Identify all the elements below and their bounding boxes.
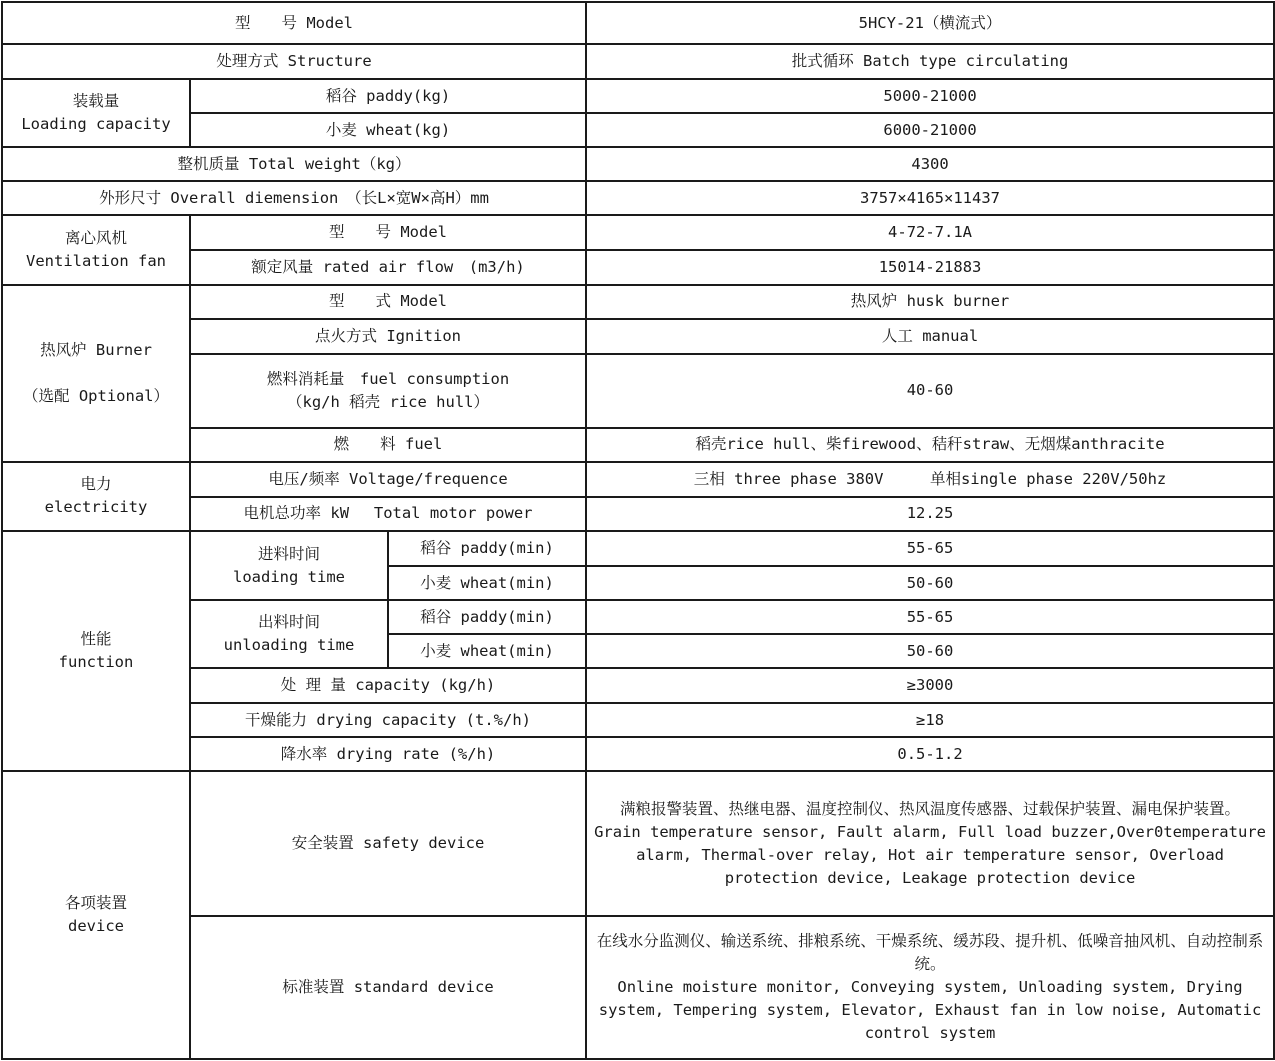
loading-time-paddy-value: 55-65 — [586, 531, 1274, 566]
loading-time-wheat-value: 50-60 — [586, 566, 1274, 600]
row-electricity-power — [2, 497, 1274, 531]
safety-device-value-cn: 满粮报警装置、热继电器、温度控制仪、热风温度传感器、过载保护装置、漏电保护装置。 — [620, 799, 1241, 818]
row-drying-capacity — [2, 703, 1274, 737]
device-label-cn: 各项装置 — [64, 894, 127, 913]
standard-device-value — [586, 916, 1274, 1059]
row-burner-model — [2, 285, 1274, 319]
electricity-voltage-value: 三相 three phase 380V 单相single phase 220V/50hz — [586, 462, 1274, 497]
row-loading-wheat — [2, 113, 1274, 147]
burner-fuel-label: 燃 料 fuel — [190, 428, 586, 462]
loading-time-wheat-label: 小麦 wheat(min) — [388, 566, 586, 600]
row-burner-fuel — [2, 428, 1274, 462]
row-model — [2, 2, 1274, 44]
capacity-label: 处 理 量 capacity (kg/h) — [190, 668, 586, 703]
electricity-label — [2, 462, 190, 531]
drying-capacity-value: ≥18 — [586, 703, 1274, 737]
electricity-label-en: electricity — [44, 498, 148, 517]
loading-time-label-cn: 进料时间 — [257, 544, 320, 563]
row-structure — [2, 44, 1274, 79]
loading-capacity-label-en: Loading capacity — [21, 115, 171, 134]
loading-capacity-label — [2, 79, 190, 147]
total-weight-value: 4300 — [586, 147, 1274, 181]
row-burner-ignition — [2, 319, 1274, 354]
row-burner-consumption — [2, 354, 1274, 428]
device-label-en: device — [68, 917, 124, 936]
electricity-power-label: 电机总功率 kW Total motor power — [190, 497, 586, 531]
spec-table — [1, 1, 1275, 1060]
safety-device-label: 安全装置 safety device — [190, 771, 586, 915]
function-label — [2, 531, 190, 771]
row-overall-dimension — [2, 181, 1274, 215]
unloading-time-label-en: unloading time — [223, 636, 355, 655]
loading-time-label-en: loading time — [233, 567, 345, 586]
fan-model-label: 型 号 Model — [190, 215, 586, 250]
burner-label-2: （选配 Optional） — [23, 387, 169, 406]
burner-fuel-value: 稻壳rice hull、柴firewood、秸秆straw、无烟煤anthracite — [586, 428, 1274, 462]
standard-device-label: 标准装置 standard device — [190, 916, 586, 1059]
loading-paddy-value: 5000-21000 — [586, 79, 1274, 113]
burner-consumption-label — [190, 354, 586, 428]
function-label-cn: 性能 — [80, 630, 112, 649]
structure-label: 处理方式 Structure — [2, 44, 586, 79]
overall-dimension-label: 外形尺寸 Overall diemension （长L×宽W×高H）mm — [2, 181, 586, 215]
unloading-time-label-cn: 出料时间 — [257, 613, 320, 632]
standard-device-value-en: Online moisture monitor, Conveying system, Unloading system, Drying system, Tempering system, Elevator, Exhaust fan in low noise, Automatic control system — [598, 977, 1262, 1042]
burner-model-label: 型 式 Model — [190, 285, 586, 319]
row-drying-rate — [2, 737, 1274, 771]
fan-airflow-value: 15014-21883 — [586, 250, 1274, 284]
fan-label-cn: 离心风机 — [64, 228, 127, 247]
capacity-value: ≥3000 — [586, 668, 1274, 703]
safety-device-value — [586, 771, 1274, 915]
unloading-time-label — [190, 600, 388, 668]
loading-wheat-value: 6000-21000 — [586, 113, 1274, 147]
burner-consumption-label-1: 燃料消耗量 fuel consumption — [266, 369, 510, 388]
model-label: 型 号 Model — [2, 2, 586, 44]
fan-airflow-label: 额定风量 rated air flow (m3/h) — [190, 250, 586, 284]
row-fan-model — [2, 215, 1274, 250]
burner-ignition-value: 人工 manual — [586, 319, 1274, 354]
row-standard-device — [2, 916, 1274, 1059]
unloading-time-wheat-value: 50-60 — [586, 634, 1274, 668]
row-safety-device — [2, 771, 1274, 915]
burner-consumption-label-2: （kg/h 稻壳 rice hull） — [287, 392, 489, 411]
row-electricity-voltage — [2, 462, 1274, 497]
overall-dimension-value: 3757×4165×11437 — [586, 181, 1274, 215]
row-loading-paddy — [2, 79, 1274, 113]
fan-label-en: Ventilation fan — [26, 251, 166, 270]
device-label — [2, 771, 190, 1059]
standard-device-value-cn: 在线水分监测仪、输送系统、排粮系统、干燥系统、缓苏段、提升机、低噪音抽风机、自动控制系统。 — [596, 931, 1264, 973]
unloading-time-wheat-label: 小麦 wheat(min) — [388, 634, 586, 668]
burner-model-value: 热风炉 husk burner — [586, 285, 1274, 319]
row-unloading-time-paddy — [2, 600, 1274, 634]
row-fan-airflow — [2, 250, 1274, 284]
function-label-en: function — [58, 653, 134, 672]
electricity-label-cn: 电力 — [80, 475, 112, 494]
row-capacity — [2, 668, 1274, 703]
unloading-time-paddy-value: 55-65 — [586, 600, 1274, 634]
drying-rate-value: 0.5-1.2 — [586, 737, 1274, 771]
structure-value: 批式循环 Batch type circulating — [586, 44, 1274, 79]
safety-device-value-en: Grain temperature sensor, Fault alarm, Full load buzzer,Over0temperature alarm, Thermal-over relay, Hot air temperature sensor, Overload protection device, Leakage protection device — [594, 822, 1266, 887]
burner-label-1: 热风炉 Burner — [40, 341, 152, 360]
loading-wheat-label: 小麦 wheat(kg) — [190, 113, 586, 147]
drying-rate-label: 降水率 drying rate (%/h) — [190, 737, 586, 771]
drying-capacity-label: 干燥能力 drying capacity (t.%/h) — [190, 703, 586, 737]
loading-time-paddy-label: 稻谷 paddy(min) — [388, 531, 586, 566]
electricity-power-value: 12.25 — [586, 497, 1274, 531]
loading-paddy-label: 稻谷 paddy(kg) — [190, 79, 586, 113]
fan-model-value: 4-72-7.1A — [586, 215, 1274, 250]
row-total-weight — [2, 147, 1274, 181]
burner-label — [2, 285, 190, 462]
model-value: 5HCY-21（横流式） — [586, 2, 1274, 44]
burner-ignition-label: 点火方式 Ignition — [190, 319, 586, 354]
fan-label — [2, 215, 190, 284]
loading-capacity-label-cn: 装载量 — [72, 92, 120, 111]
total-weight-label: 整机质量 Total weight（kg） — [2, 147, 586, 181]
burner-consumption-value: 40-60 — [586, 354, 1274, 428]
loading-time-label — [190, 531, 388, 600]
unloading-time-paddy-label: 稻谷 paddy(min) — [388, 600, 586, 634]
electricity-voltage-label: 电压/频率 Voltage/frequence — [190, 462, 586, 497]
row-loading-time-paddy — [2, 531, 1274, 566]
